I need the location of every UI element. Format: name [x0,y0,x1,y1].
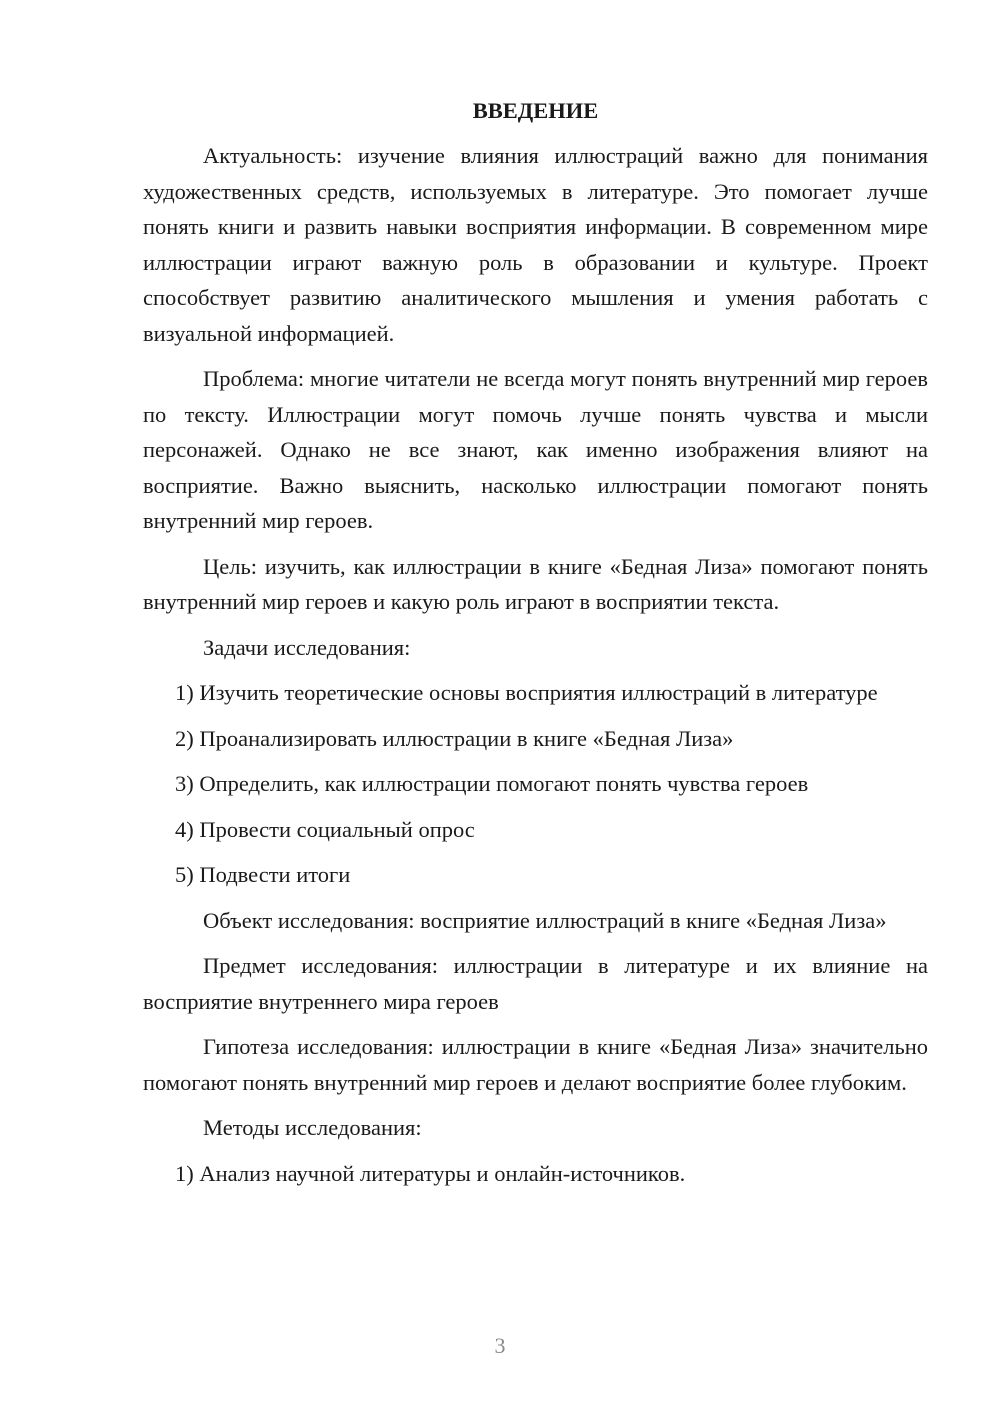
task-item: 4) Провести социальный опрос [175,816,475,842]
relevance-paragraph: Актуальность: изучение влияния иллюстраций важно для понимания художественных средств, используемых в литературе. Это помогает лучше понять книги и развить навыки восприятия информации. В современном мире иллюстрации играют важную роль в образовании и культуре. Проект способствует развитию аналитического мышления и умения работать с визуальной информацией. [143,143,928,346]
task-item: 2) Проанализировать иллюстрации в книге «Бедная Лиза» [175,725,734,751]
subject-paragraph: Предмет исследования: иллюстрации в литературе и их влияние на восприятие внутреннего мира героев [143,953,928,1014]
goal-paragraph: Цель: изучить, как иллюстрации в книге «Бедная Лиза» помогают понять внутренний мир героев и какую роль играют в восприятии текста. [143,553,928,614]
method-item: 1) Анализ научной литературы и онлайн-источников. [175,1160,686,1186]
page-number: 3 [494,1333,506,1358]
task-item: 5) Подвести итоги [175,862,351,887]
task-item: 3) Определить, как иллюстрации помогают понять чувства героев [175,771,809,796]
section-title: ВВЕДЕНИЕ [472,98,599,123]
hypothesis-paragraph: Гипотеза исследования: иллюстрации в книге «Бедная Лиза» значительно помогают понять внутренний мир героев и делают восприятие более глубоким. [143,1034,928,1095]
task-item: 1) Изучить теоретические основы восприятия иллюстраций в литературе [175,680,878,705]
problem-paragraph: Проблема: многие читатели не всегда могут понять внутренний мир героев по тексту. Иллюстрации могут помочь лучше понять чувства и мысли персонажей. Однако не все знают, как именно изображения влияют на восприятие. Важно выяснить, насколько иллюстрации помогают понять внутренний мир героев. [143,366,928,533]
tasks-heading: Задачи исследования: [203,634,411,660]
methods-heading: Методы исследования: [203,1115,422,1140]
document-body [143,94,928,1201]
object-paragraph: Объект исследования: восприятие иллюстраций в книге «Бедная Лиза» [203,907,887,933]
